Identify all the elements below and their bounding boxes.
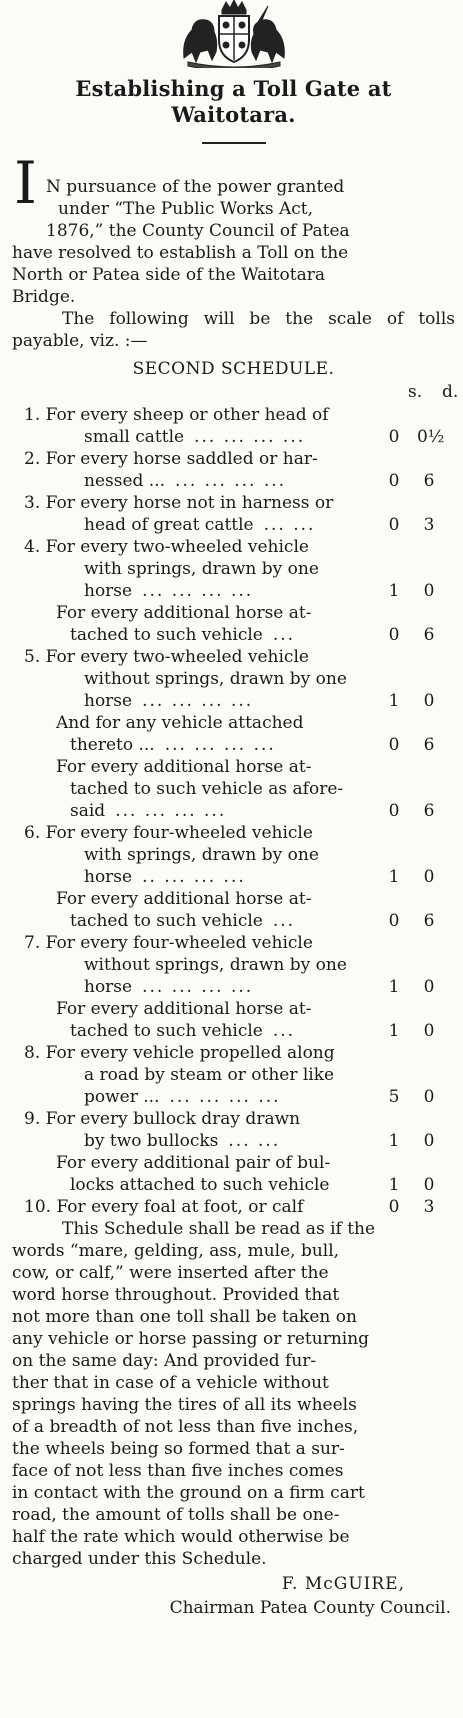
schedule-item-line [12,558,377,580]
shillings-header: s. [408,382,423,402]
schedule-item-line [12,646,377,668]
item-text: horse [84,581,133,601]
closing-line: of a breadth of not less than five inches, [12,1417,359,1437]
closing-line: words “mare, gelding, ass, mule, bull, [12,1241,340,1261]
schedule-item-line [12,976,377,998]
schedule-item-line [12,470,377,492]
intro-line: have resolved to establish a Toll on the [12,243,349,263]
toll-shillings: 0 [388,625,400,645]
item-text: 9. For every bullock dray drawn [24,1109,301,1129]
schedule-item-line [12,1108,377,1130]
item-text: small cattle [84,427,185,447]
item-text: by two bullocks [84,1131,219,1151]
intro-line: 1876,” the County Council of Patea [46,221,350,241]
signature-title: Chairman Patea County Council. [169,1598,451,1618]
item-text: And for any vehicle attached [56,713,304,733]
schedule-item-line [12,888,377,910]
intro-line: N pursuance of the power granted [46,177,345,197]
schedule-item-line [12,1174,377,1196]
leader-dots: ... ... ... ... [175,471,287,491]
closing-line: the wheels being so formed that a sur- [12,1439,345,1459]
item-text: 5. For every two-wheeled vehicle [24,647,309,667]
toll-shillings: 1 [388,1131,400,1151]
schedule-item-line [12,1020,377,1042]
schedule-item [12,932,455,998]
item-text: 10. For every foal at foot, or calf [24,1197,304,1217]
closing-line: on the same day: And provided fur- [12,1351,317,1371]
closing-line: any vehicle or horse passing or returning [12,1329,370,1349]
toll-schedule [12,404,455,1218]
schedule-item-line [12,1042,377,1064]
item-text: a road by steam or other like [84,1065,335,1085]
schedule-item-line [12,844,377,866]
toll-pence: 6 [423,471,435,491]
schedule-item-line [12,734,377,756]
toll-pence: 0 [423,977,435,997]
schedule-item-line [12,1130,377,1152]
toll-shillings: 1 [388,977,400,997]
item-text: 4. For every two-wheeled vehicle [24,537,309,557]
item-text: horse [84,977,133,997]
leader-dots: ... ... ... ... [169,1087,281,1107]
toll-shillings: 1 [388,691,400,711]
headline-line-2: Waitotara. [171,102,296,127]
scale-paragraph: The following will be the scale of tolls payable, viz. :— [12,309,455,351]
divider-rule [202,142,266,144]
schedule-item-line [12,998,377,1020]
item-text: 7. For every four-wheeled vehicle [24,933,313,953]
schedule-item-line [12,580,377,602]
schedule-item [12,888,455,932]
schedule-item-line [12,536,377,558]
closing-line: not more than one toll shall be taken on [12,1307,357,1327]
item-text: nessed ... [84,471,166,491]
closing-line: ther that in case of a vehicle without [12,1373,329,1393]
item-text: without springs, drawn by one [84,669,347,689]
intro-line: North or Patea side of the Waitotara [12,265,325,285]
toll-pence: 0½ [417,427,445,447]
leader-dots: .. ... ... ... [142,867,246,887]
toll-pence: 6 [423,911,435,931]
item-text: tached to such vehicle as afore- [70,779,344,799]
schedule-item-line [12,624,377,646]
item-text: 3. For every horse not in harness or [24,493,334,513]
toll-pence: 6 [423,801,435,821]
leader-dots: ... ... ... ... [164,735,276,755]
toll-pence: 6 [423,735,435,755]
item-text: locks attached to such vehicle [70,1175,330,1195]
schedule-title: SECOND SCHEDULE. [132,359,335,379]
toll-shillings: 0 [388,911,400,931]
schedule-item-line [12,756,377,778]
schedule-item [12,756,455,822]
item-text: tached to such vehicle [70,625,263,645]
schedule-item-line [12,602,377,624]
drop-cap: I [14,149,37,217]
closing-line: road, the amount of tolls shall be one- [12,1505,340,1525]
closing-line: springs having the tires of all its wheels [12,1395,357,1415]
leader-dots: ... ... [228,1131,281,1151]
toll-pence: 0 [423,1021,435,1041]
closing-paragraph [12,1218,455,1570]
toll-pence: 0 [423,691,435,711]
toll-shillings: 0 [388,1197,400,1217]
schedule-item [12,1196,455,1218]
item-text: said [70,801,106,821]
toll-shillings: 0 [388,801,400,821]
schedule-item [12,998,455,1042]
toll-shillings: 1 [388,581,400,601]
leader-dots: ... ... [263,515,316,535]
item-text: For every additional horse at- [56,757,312,777]
toll-pence: 0 [423,1175,435,1195]
schedule-item-line [12,910,377,932]
closing-line: word horse throughout. Provided that [12,1285,340,1305]
schedule-item [12,602,455,646]
item-text: For every additional horse at- [56,603,312,623]
leader-dots: ... [272,911,296,931]
item-text: head of great cattle [84,515,254,535]
schedule-item-line [12,778,377,800]
schedule-item-line [12,800,377,822]
schedule-item-line [12,1086,377,1108]
leader-dots: ... [272,625,296,645]
schedule-item-line [12,426,377,448]
toll-shillings: 0 [388,427,400,447]
currency-column-headers [12,382,459,404]
royal-coat-of-arms-icon [164,0,304,68]
notice-headline [12,76,455,128]
toll-pence: 0 [423,581,435,601]
toll-pence: 3 [423,515,435,535]
signature-name: F. McGUIRE, [281,1574,405,1594]
closing-line: charged under this Schedule. [12,1549,267,1569]
toll-pence: 3 [423,1197,435,1217]
schedule-item [12,822,455,888]
toll-pence: 0 [423,867,435,887]
toll-shillings: 1 [388,1175,400,1195]
schedule-item-line [12,514,377,536]
toll-shillings: 0 [388,735,400,755]
toll-shillings: 1 [388,1021,400,1041]
schedule-item [12,712,455,756]
closing-line: cow, or calf,” were inserted after the [12,1263,329,1283]
schedule-item [12,492,455,536]
item-text: For every additional horse at- [56,889,312,909]
headline-line-1: Establishing a Toll Gate at [75,76,392,101]
item-text: with springs, drawn by one [84,559,319,579]
leader-dots: ... ... ... ... [194,427,306,447]
schedule-item [12,404,455,448]
item-text: tached to such vehicle [70,1021,263,1041]
schedule-item-line [12,712,377,734]
schedule-item-line [12,1196,377,1218]
schedule-item-line [12,690,377,712]
item-text: For every additional horse at- [56,999,312,1019]
item-text: horse [84,691,133,711]
schedule-item-line [12,404,377,426]
schedule-item [12,646,455,712]
intro-paragraph [12,176,455,308]
schedule-item-line [12,448,377,470]
item-text: tached to such vehicle [70,911,263,931]
item-text: 1. For every sheep or other head of [24,405,329,425]
schedule-item [12,1042,455,1108]
item-text: power ... [84,1087,160,1107]
schedule-item [12,536,455,602]
schedule-item-line [12,492,377,514]
schedule-item [12,1108,455,1152]
pence-header: d. [442,382,459,402]
leader-dots: ... ... ... ... [142,977,254,997]
toll-pence: 6 [423,625,435,645]
schedule-item-line [12,954,377,976]
item-text: without springs, drawn by one [84,955,347,975]
item-text: thereto ... [70,735,155,755]
schedule-item [12,1152,455,1196]
item-text: 2. For every horse saddled or har- [24,449,318,469]
leader-dots: ... ... ... ... [142,691,254,711]
toll-pence: 0 [423,1087,435,1107]
item-text: with springs, drawn by one [84,845,319,865]
toll-shillings: 0 [388,471,400,491]
schedule-item-line [12,822,377,844]
item-text: 6. For every four-wheeled vehicle [24,823,313,843]
closing-line: This Schedule shall be read as if the [62,1219,376,1239]
toll-shillings: 1 [388,867,400,887]
closing-line: in contact with the ground on a firm cart [12,1483,365,1503]
intro-line: Bridge. [12,287,76,307]
schedule-item-line [12,668,377,690]
item-text: horse [84,867,133,887]
toll-shillings: 5 [388,1087,400,1107]
leader-dots: ... ... ... ... [115,801,227,821]
schedule-item-line [12,932,377,954]
toll-shillings: 0 [388,515,400,535]
item-text: For every additional pair of bul- [56,1153,331,1173]
toll-pence: 0 [423,1131,435,1151]
schedule-item-line [12,866,377,888]
schedule-item-line [12,1152,377,1174]
leader-dots: ... ... ... ... [142,581,254,601]
intro-line: under “The Public Works Act, [58,199,314,219]
leader-dots: ... [272,1021,296,1041]
closing-line: face of not less than five inches comes [12,1461,344,1481]
schedule-item-line [12,1064,377,1086]
schedule-item [12,448,455,492]
item-text: 8. For every vehicle propelled along [24,1043,335,1063]
closing-line: half the rate which would otherwise be [12,1527,350,1547]
